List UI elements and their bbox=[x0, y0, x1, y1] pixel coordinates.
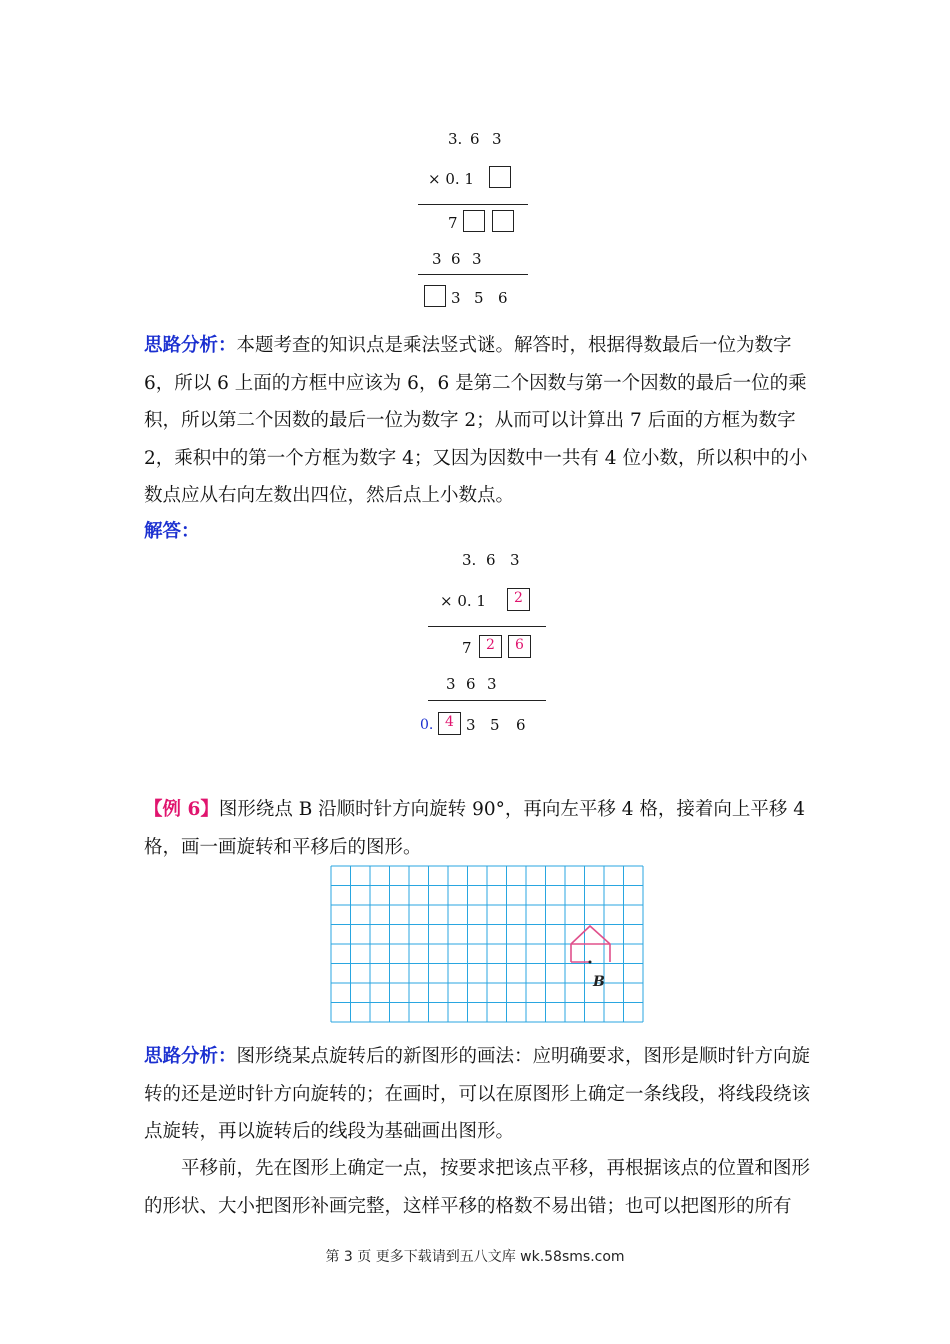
puzzle-digit: 6 bbox=[451, 250, 461, 268]
point-b-label: B bbox=[593, 974, 605, 990]
analysis-text: 本题考查的知识点是乘法竖式谜。解答时，根据得数最后一位为数字 6，所以 6 上面的方框中应该为 6，6 是第二个因数与第一个因数的最后一位的乘积，所以第二个因数的最后一位为数字 2；从而可以计算出 7 后面的方框为数字 2，乘积中的第一个方框为数字 4；又因为因数中一共有 4 位小数，所以积中的小数点应从右向左数出四位，然后点上小数点。 bbox=[144, 335, 808, 506]
puzzle-digit: 3 bbox=[492, 130, 502, 148]
analysis2-paragraph bbox=[144, 1038, 816, 1151]
grid-figure bbox=[320, 860, 660, 1028]
analysis2-text2: 平移前，先在图形上确定一点，按要求把该点平移，再根据该点的位置和图形的形状、大小把图形补画完整，这样平移的格数不易出错；也可以把图形的所有 bbox=[144, 1158, 811, 1217]
example-label: 【例 6】 bbox=[144, 799, 219, 820]
puzzle-blank-box bbox=[489, 166, 511, 188]
puzzle-digit: 3 bbox=[432, 250, 442, 268]
puzzle-digit: 7 bbox=[448, 214, 458, 232]
page-footer: 第 3 页 更多下载请到五八文库 wk.58sms.com bbox=[325, 1249, 625, 1265]
puzzle-digit: 5 bbox=[474, 289, 484, 307]
analysis2-paragraph-continued bbox=[144, 1150, 816, 1225]
answer-divider bbox=[428, 626, 546, 627]
puzzle-blank-box bbox=[492, 210, 514, 232]
answer-digit: 6 bbox=[516, 716, 526, 734]
example-text: 图形绕点 B 沿顺时针方向旋转 90°，再向左平移 4 格，接着向上平移 4 格，画一画旋转和平移后的图形。 bbox=[144, 799, 806, 858]
analysis-paragraph bbox=[144, 327, 816, 515]
answer-heading bbox=[144, 513, 816, 551]
puzzle-digit: 6 bbox=[470, 130, 480, 148]
puzzle-multiplier: × 0. 1 bbox=[428, 170, 474, 188]
answer-box bbox=[438, 712, 461, 735]
answer-box bbox=[508, 635, 531, 658]
answer-value: 6 bbox=[515, 637, 524, 653]
answer-digit: 3 bbox=[466, 716, 476, 734]
puzzle-digit: 6 bbox=[498, 289, 508, 307]
puzzle-divider bbox=[418, 274, 528, 275]
answer-value: 2 bbox=[514, 590, 523, 606]
puzzle-digit: 3 bbox=[451, 289, 461, 307]
answer-multiplier: × 0. 1 bbox=[440, 592, 486, 610]
example-paragraph bbox=[144, 791, 816, 866]
answer-digit: 6 bbox=[466, 675, 476, 693]
answer-digit: 3 bbox=[487, 675, 497, 693]
answer-label: 解答： bbox=[144, 521, 200, 542]
answer-digit: 3. bbox=[462, 551, 477, 569]
answer-value: 2 bbox=[486, 637, 495, 653]
puzzle-divider bbox=[418, 204, 528, 205]
answer-divider bbox=[428, 700, 546, 701]
puzzle-digit: 3. bbox=[448, 130, 463, 148]
answer-digit: 3 bbox=[446, 675, 456, 693]
answer-digit: 7 bbox=[462, 639, 472, 657]
answer-value: 4 bbox=[445, 714, 454, 730]
answer-box bbox=[479, 635, 502, 658]
point-b bbox=[589, 961, 592, 964]
answer-box bbox=[507, 588, 530, 611]
puzzle-blank-box bbox=[463, 210, 485, 232]
puzzle-digit: 3 bbox=[472, 250, 482, 268]
answer-digit: 6 bbox=[486, 551, 496, 569]
answer-digit: 3 bbox=[510, 551, 520, 569]
analysis-label: 思路分析： bbox=[144, 335, 237, 356]
answer-digit: 5 bbox=[490, 716, 500, 734]
puzzle-blank-box bbox=[424, 285, 446, 307]
analysis2-text: 图形绕某点旋转后的新图形的画法：应明确要求，图形是顺时针方向旋转的还是逆时针方向旋转的；在画时，可以在原图形上确定一条线段，将线段绕该点旋转，再以旋转后的线段为基础画出图形。 bbox=[144, 1046, 811, 1142]
decimal-prefix: 0. bbox=[420, 717, 434, 733]
analysis2-label: 思路分析： bbox=[144, 1046, 237, 1067]
